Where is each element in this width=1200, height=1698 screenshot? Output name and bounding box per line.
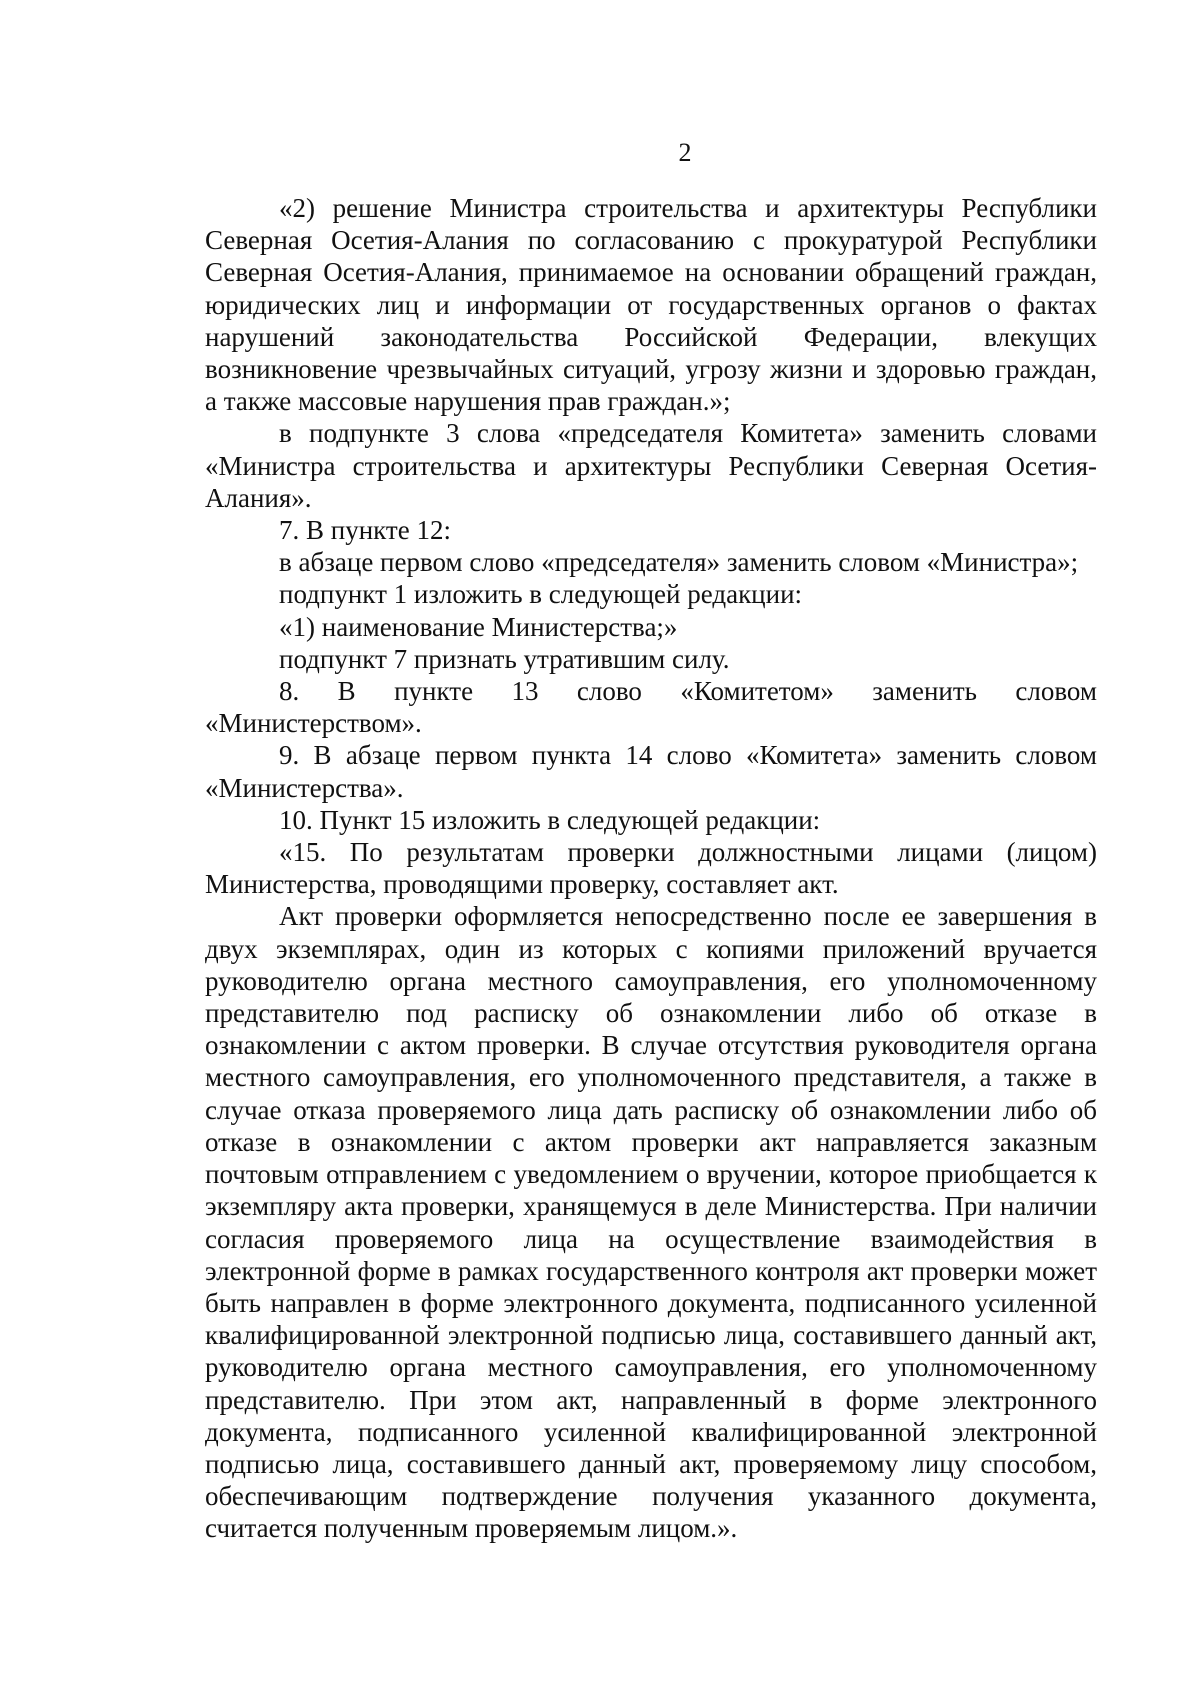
paragraph-inspection-act: Акт проверки оформляется непосредственно после ее завершения в двух экземплярах, один из которых с копиями приложений вручается руководителю органа местного самоуправления, его уполномоченному представителю под расписку об ознакомлении либо об отказе в ознакомлении с актом проверки. В случае отсутствия руководителя органа местного самоуправления, его уполномоченного представителя, а также в случае отказа проверяемого лица дать расписку об ознакомлении либо об отказе в ознакомлении с актом проверки акт направляется заказным почтовым отправлением с уведомлением о вручении, которое приобщается к экземпляру акта проверки, хранящемуся в деле Министерства. При наличии согласия проверяемого лица на осуществление взаимодействия в электронной форме в рамках государственного контроля акт проверки может быть направлен в форме электронного документа, подписанного усиленной квалифицированной электронной подписью лица, составившего данный акт, руководителю органа местного самоуправления, его уполномоченному представителю. При этом акт, направленный в форме электронного документа, подписанного усиленной квалифицированной электронной подписью лица, составившего данный акт, проверяемому лицу способом, обеспечивающим подтверждение получения указанного документа, считается полученным проверяемым лицом.». <box>205 901 1097 1544</box>
paragraph-item-7-heading: 7. В пункте 12: <box>279 515 451 546</box>
paragraph-item-9: 9. В абзаце первом пункта 14 слово «Комитета» заменить словом «Министерства». <box>205 740 1097 803</box>
paragraph-item-7-subitem-1-text: «1) наименование Министерства;» <box>279 611 678 642</box>
paragraph-subitem-3-amendment: в подпункте 3 слова «председателя Комитета» заменить словами «Министра строительства и архитектуры Республики Северная Осетия-Алания». <box>205 418 1097 513</box>
paragraph-item-10: 10. Пункт 15 изложить в следующей редакции: <box>279 804 821 835</box>
paragraph-item-15-text: «15. По результатам проверки должностными лицами (лицом) Министерства, проводящими проверку, составляет акт. <box>205 837 1097 900</box>
paragraph-item-7-first-paragraph: в абзаце первом слово «председателя» заменить словом «Министра»; <box>279 547 1079 578</box>
paragraph-decision-clause: «2) решение Министра строительства и архитектуры Республики Северная Осетия-Алания по согласованию с прокуратурой Республики Северная Осетия-Алания, принимаемое на основании обращений граждан, юридических лиц и информации от государственных органов о фактах нарушений законодательства Российской Федерации, влекущих возникновение чрезвычайных ситуаций, угрозу жизни и здоровью граждан, а также массовые нарушения прав граждан.»; <box>205 193 1097 417</box>
document-body <box>205 192 1097 1545</box>
paragraph-item-7-subitem-7: подпункт 7 признать утратившим силу. <box>279 643 730 674</box>
paragraph-item-8: 8. В пункте 13 слово «Комитетом» заменить словом «Министерством». <box>205 676 1097 739</box>
page-number: 2 <box>678 138 692 167</box>
paragraph-item-7-subitem-1: подпункт 1 изложить в следующей редакции: <box>279 579 803 610</box>
